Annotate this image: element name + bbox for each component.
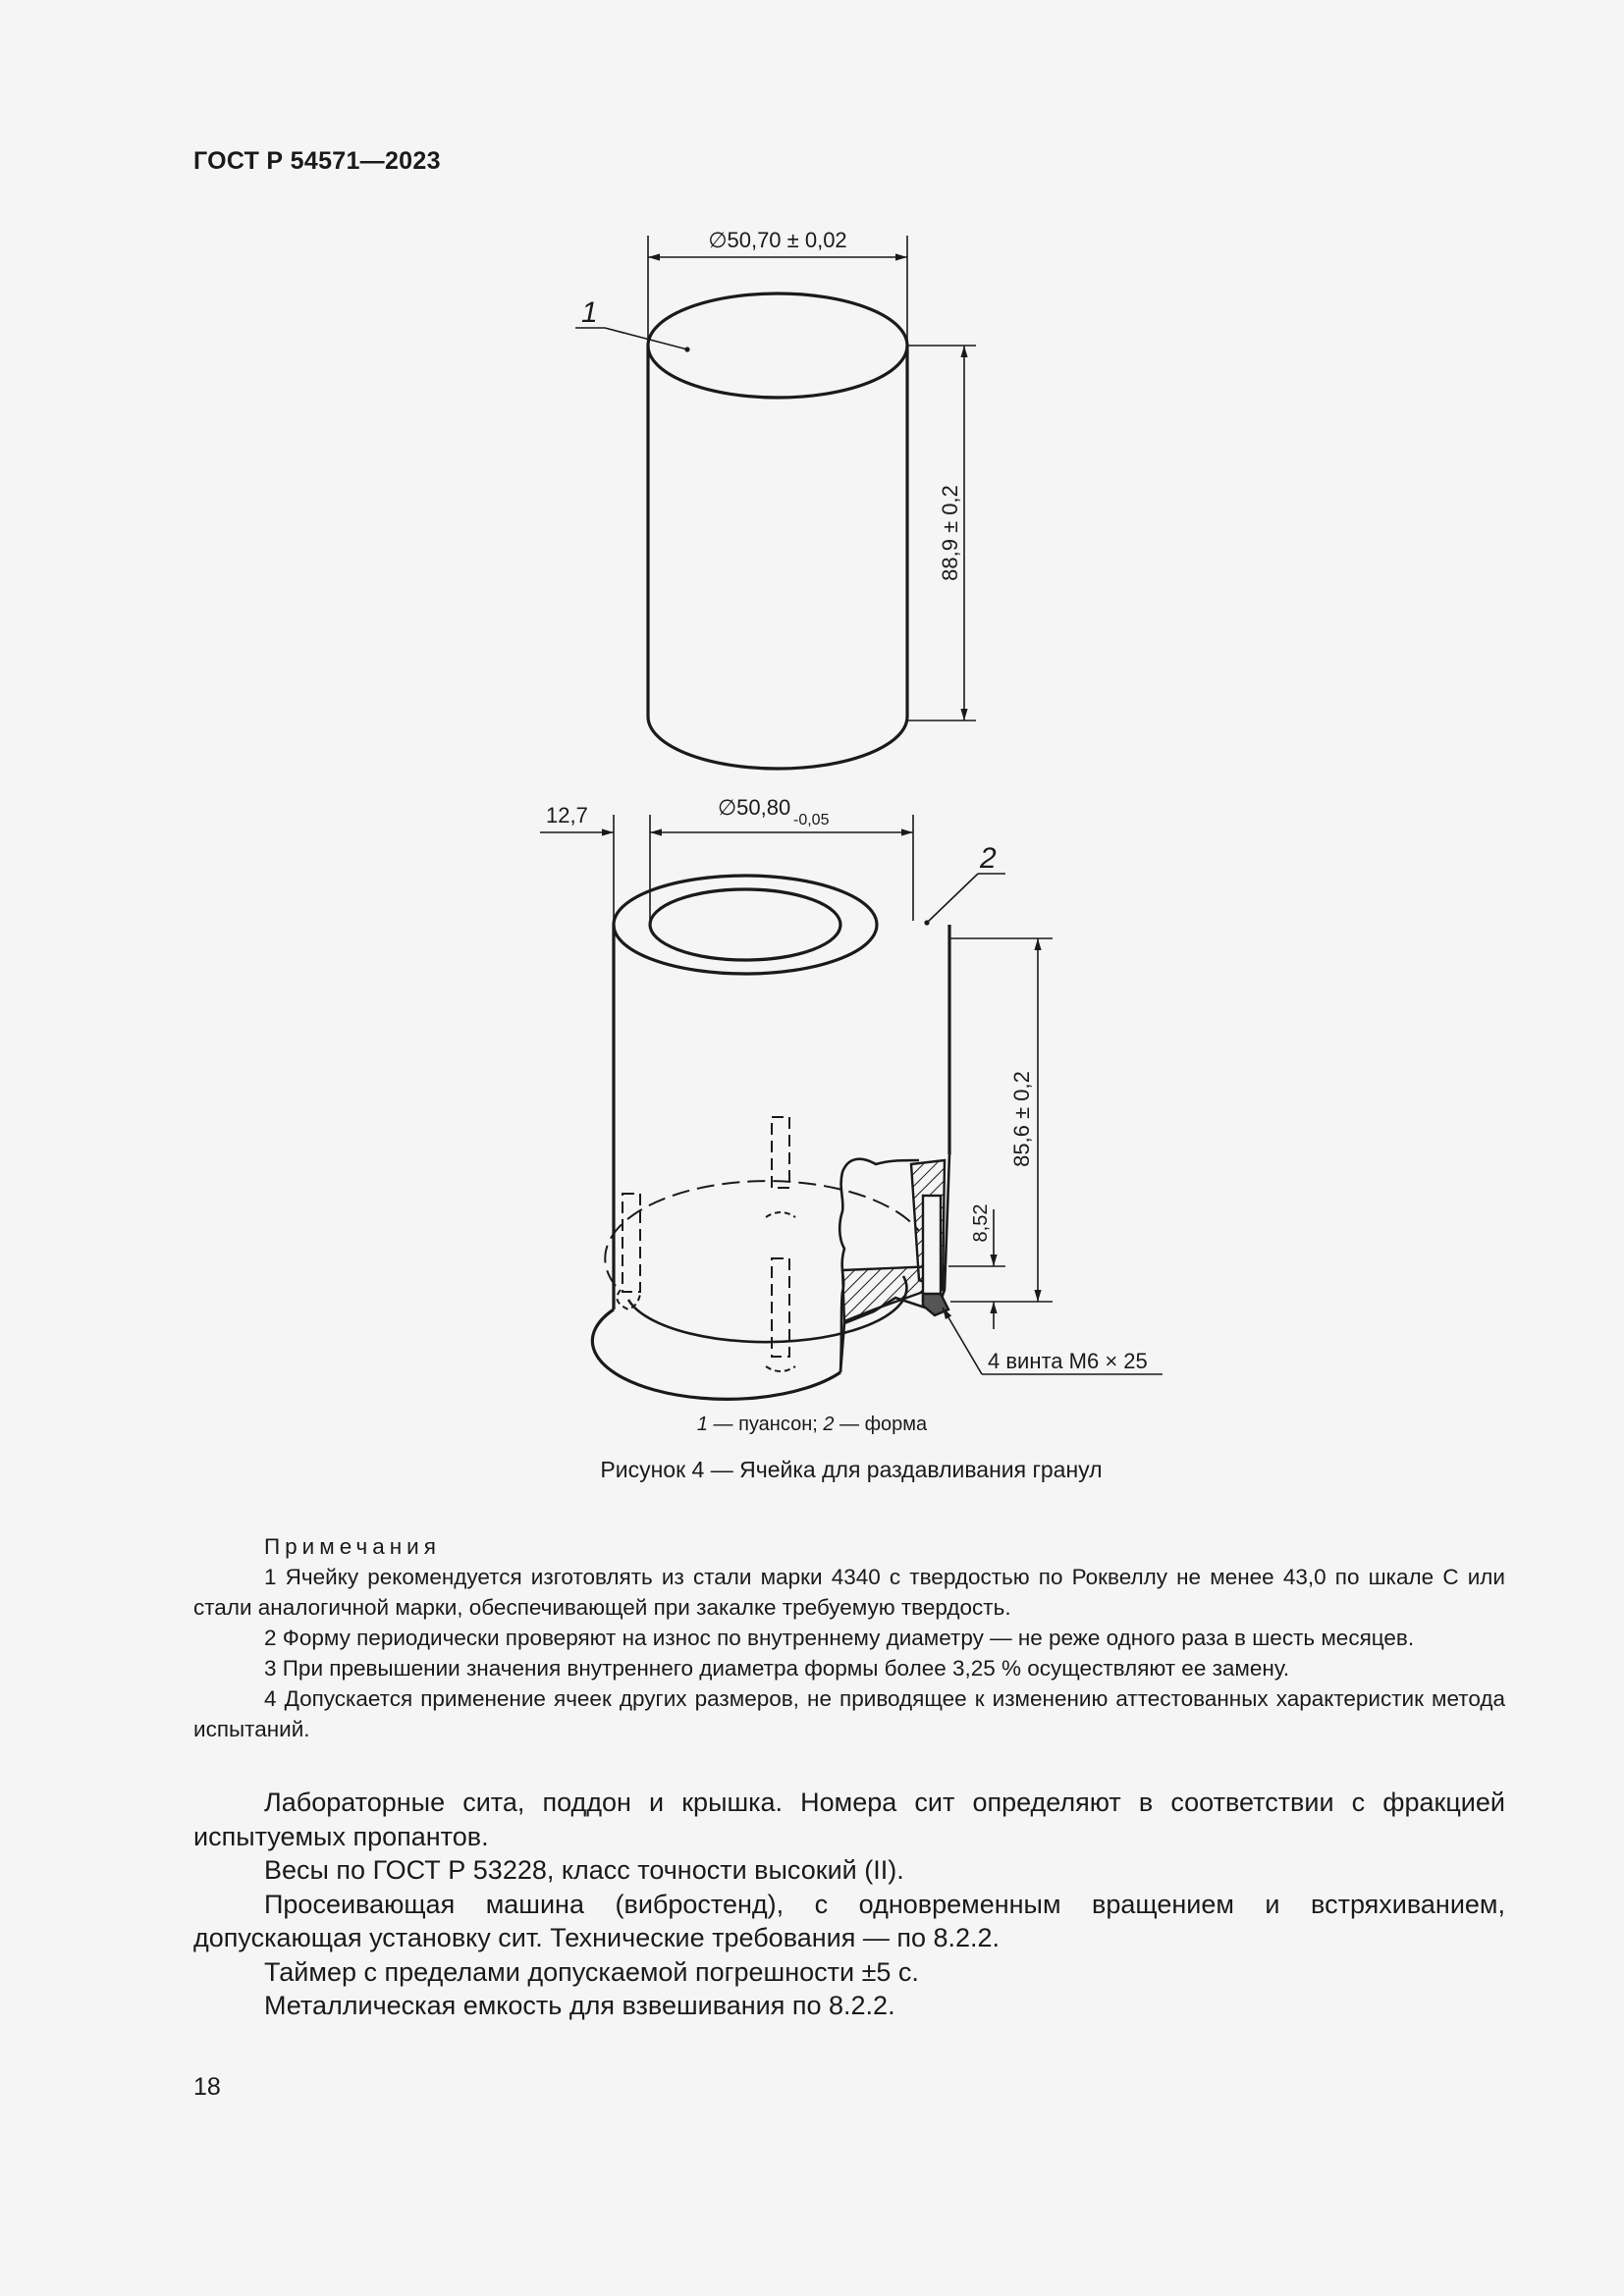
- figure-caption: Рисунок 4 — Ячейка для раздавливания гранул: [600, 1457, 1103, 1482]
- callout-1-dot: [684, 347, 689, 351]
- die-height-dimension: [950, 938, 1053, 1302]
- punch-drawing: [648, 294, 907, 769]
- note-item: 3 При превышении значения внутреннего диаметра формы более 3,25 % осуществляют ее замену.: [264, 1656, 1290, 1681]
- note-item: 2 Форму периодически проверяют на износ по внутреннему диаметру — не реже одного раза в шесть месяцев.: [264, 1626, 1415, 1650]
- notes-title: Примечания: [264, 1534, 441, 1559]
- callout-1-leader: [575, 328, 687, 349]
- body-paragraph: Таймер с пределами допускаемой погрешности ±5 с.: [264, 1956, 919, 1987]
- body-text: [193, 1786, 1505, 2023]
- die-wall-label: 12,7: [546, 803, 588, 828]
- body-paragraph: Весы по ГОСТ Р 53228, класс точности высокий (II).: [264, 1855, 904, 1885]
- notes-section: [193, 1531, 1505, 1744]
- note-item: 1 Ячейку рекомендуется изготовлять из стали марки 4340 с твердостью по Роквеллу не менее 43,0 по шкале С или стали аналогичной марки, обеспечивающей при закалке требуемую твердость.: [193, 1565, 1505, 1620]
- die-section-hatching: [842, 1160, 948, 1321]
- body-paragraph: Металлическая емкость для взвешивания по 8.2.2.: [264, 1991, 895, 2020]
- die-diameter-label: ∅50,80: [718, 795, 791, 820]
- legend-number-1: 1: [696, 1414, 708, 1435]
- legend-number-2: 2: [823, 1414, 835, 1435]
- punch-height-label: 88,9 ± 0,2: [938, 485, 962, 581]
- base-thickness-label: 8,52: [970, 1203, 992, 1243]
- callout-2-number: 2: [980, 842, 997, 875]
- figure-legend: [0, 1414, 1624, 1436]
- callout-1-number: 1: [581, 296, 598, 329]
- callout-2-leader: [927, 874, 1005, 923]
- die-diameter-dimension: [540, 815, 913, 921]
- document-header: ГОСТ Р 54571—2023: [193, 147, 441, 175]
- die-height-label: 85,6 ± 0,2: [1009, 1071, 1034, 1167]
- die-diameter-tolerance: -0,05: [793, 812, 830, 828]
- screw-label: 4 винта М6 × 25: [988, 1349, 1148, 1373]
- die-drawing: [592, 876, 949, 1399]
- legend-text-2: — форма: [834, 1414, 928, 1435]
- punch-diameter-label: ∅50,70 ± 0,02: [708, 228, 847, 252]
- callout-2-dot: [924, 920, 929, 925]
- page-number: 18: [193, 2073, 221, 2101]
- legend-text-1: — пуансон;: [707, 1414, 824, 1435]
- body-paragraph: Лабораторные сита, поддон и крышка. Номера сит определяют в соответствии с фракцией испытуемых пропантов.: [193, 1788, 1505, 1851]
- note-item: 4 Допускается применение ячеек других размеров, не приводящее к изменению аттестованных характеристик метода испытаний.: [193, 1686, 1505, 1741]
- body-paragraph: Просеивающая машина (вибростенд), с одновременным вращением и встряхиванием, допускающая установку сит. Технические требования — по 8.2.2.: [193, 1889, 1505, 1952]
